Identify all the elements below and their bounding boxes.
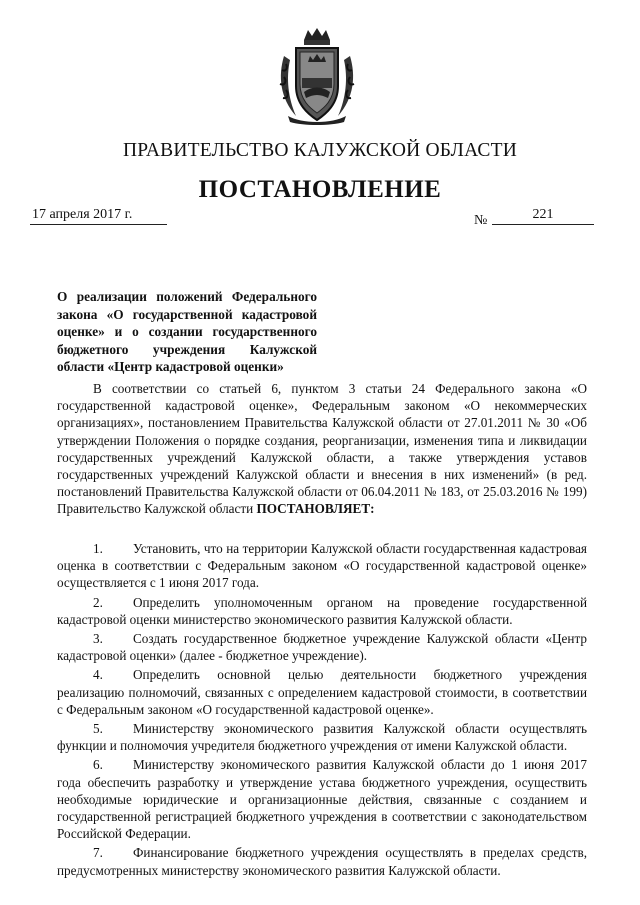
item-text: Создать государственное бюджетное учреждение Калужской области «Центр кадастровой оценки» (далее - бюджетное учреждение). [57, 631, 587, 664]
document-number: 221 [492, 207, 594, 225]
resolution-items [57, 540, 587, 881]
item-number: 4. [93, 667, 103, 683]
item-text: Определить основной целью деятельности бюджетного учреждения реализацию полномочий, связанных с определением кадастровой стоимости, в соответствии с Федеральным законом «О государственной кадастровой оценке». [57, 667, 587, 717]
list-item [57, 540, 587, 592]
document-date: 17 апреля 2017 г. [30, 207, 167, 225]
coat-of-arms-emblem [274, 26, 360, 126]
item-number: 2. [93, 594, 103, 610]
item-number: 7. [93, 845, 103, 861]
list-item [57, 756, 587, 842]
resolves-word: ПОСТАНОВЛЯЕТ: [256, 501, 375, 517]
item-text: Финансирование бюджетного учреждения осуществлять в пределах средств, предусмотренных министерству экономического развития Калужской области. [57, 845, 587, 878]
item-number: 3. [93, 631, 103, 647]
document-type: ПОСТАНОВЛЕНИЕ [198, 176, 442, 203]
list-item [57, 844, 587, 878]
item-text: Установить, что на территории Калужской области государственная кадастровая оценка в соответствии с Федеральным законом «О государственной кадастровой оценке» осуществляется с 1 июня 2017 года. [57, 541, 587, 591]
preamble-paragraph [57, 380, 587, 518]
number-label: № [474, 213, 488, 228]
list-item [57, 720, 587, 754]
list-item [57, 666, 587, 718]
document-subject: О реализации положений Федерального закона «О государственной кадастровой оценке» и о создании государственного бюджетного учреждения Калужской области «Центр кадастровой оценки» [57, 289, 317, 375]
item-number: 5. [93, 721, 103, 737]
item-text: Определить уполномоченным органом на проведение государственной кадастровой оценки министерство экономического развития Калужской области. [57, 594, 587, 627]
item-number: 6. [93, 757, 103, 773]
list-item [57, 630, 587, 664]
item-text: Министерству экономического развития Калужской области до 1 июня 2017 года обеспечить разработку и утверждение устава бюджетного учреждения, осуществить необходимые юридические и организационные действия, связанные с созданием и государственной регистрацией бюджетного учреждения в соответствии с законодательством Российской Федерации. [57, 757, 587, 842]
preamble [57, 380, 587, 518]
government-title: ПРАВИТЕЛЬСТВО КАЛУЖСКОЙ ОБЛАСТИ [123, 140, 517, 161]
item-number: 1. [93, 541, 103, 556]
list-item [57, 594, 587, 628]
preamble-text: В соответствии со статьей 6, пунктом 3 статьи 24 Федерального закона «О государственной кадастровой оценке», Федеральным законом «О некоммерческих организациях», постановлением Правительства Калужской области от 27.01.2011 № 30 «Об утверждении Положения о порядке создания, реорганизации, изменения типа и ликвидации государственных учреждений Калужской области, а также утверждения уставов государственных учреждений Калужской области и внесения в них изменений» (в ред. постановлений Правительства Калужской области от 06.04.2011 № 183, от 25.03.2016 № 199) Правительство Калужской области [57, 381, 587, 517]
item-text: Министерству экономического развития Калужской области осуществлять функции и полномочия учредителя бюджетного учреждения от имени Калужской области. [57, 721, 587, 754]
